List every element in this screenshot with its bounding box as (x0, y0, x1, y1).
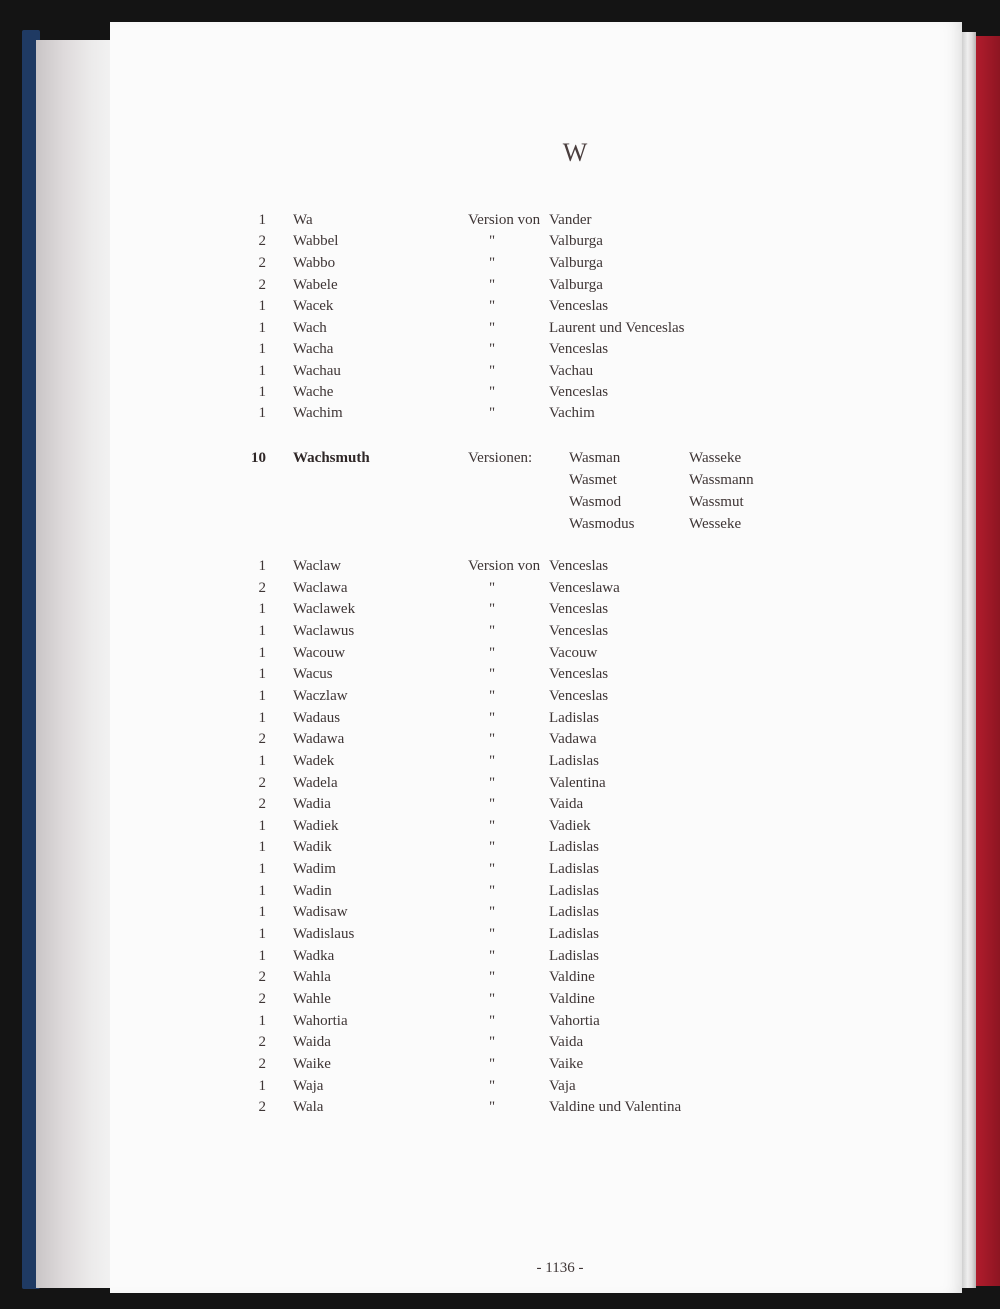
entry-count: 2 (258, 255, 266, 271)
entry-version-label: Version von (468, 558, 541, 574)
entry-name: Waclawa (293, 580, 348, 596)
ditto-mark: " (489, 298, 496, 314)
entry-name: Wache (293, 384, 334, 400)
entry-name: Waclaw (293, 558, 341, 574)
entry-target: Ladislas (549, 710, 599, 726)
page-title: W (562, 138, 588, 167)
entry-name: Wachau (293, 363, 341, 379)
entry-target: Valentina (549, 775, 606, 791)
ditto-mark: " (489, 818, 496, 834)
entry-target: Vachim (549, 405, 595, 421)
entry-count: 2 (258, 796, 266, 812)
entry-name: Wacouw (293, 645, 346, 661)
ditto-mark: " (489, 666, 496, 682)
ditto-mark: " (489, 341, 496, 357)
entry-target: Valdine (549, 969, 595, 985)
entry-count: 2 (258, 991, 266, 1007)
entry-name: Wadisaw (293, 904, 348, 920)
ditto-mark: " (489, 775, 496, 791)
entry-name: Wacus (293, 666, 333, 682)
ditto-mark: " (489, 883, 496, 899)
entry-target: Ladislas (549, 861, 599, 877)
entry-target: Venceslas (549, 384, 609, 400)
version-variant: Wesseke (689, 516, 742, 532)
ditto-mark: " (489, 969, 496, 985)
entry-target: Venceslas (549, 558, 609, 574)
version-variant: Wasmet (569, 472, 617, 488)
entry-count: 1 (258, 363, 266, 379)
ditto-mark: " (489, 384, 496, 400)
entry-count: 1 (258, 839, 266, 855)
entry-count: 2 (258, 969, 266, 985)
entry-name: Wabbo (293, 255, 336, 271)
entry-count: 2 (258, 580, 266, 596)
version-variant: Wassmut (689, 494, 744, 510)
entry-target: Venceslas (549, 341, 609, 357)
entry-count: 1 (258, 818, 266, 834)
page-stack-edge (36, 40, 116, 1288)
entry-target: Laurent und Venceslas (549, 320, 685, 336)
entry-target: Valburga (549, 277, 603, 293)
entry-name: Wadim (293, 861, 336, 877)
ditto-mark: " (489, 1078, 496, 1094)
entry-count: 1 (258, 645, 266, 661)
entry-target: Vachau (549, 363, 594, 379)
entry-name: Waja (293, 1078, 324, 1094)
entry-count: 2 (258, 731, 266, 747)
ditto-mark: " (489, 839, 496, 855)
entry-name: Wahortia (293, 1013, 348, 1029)
entry-count: 1 (258, 861, 266, 877)
entry-target: Ladislas (549, 948, 599, 964)
version-variant: Wasmod (569, 494, 622, 510)
entry-name: Wa (293, 212, 313, 228)
entry-target: Valdine und Valentina (549, 1099, 682, 1115)
entry-count: 2 (258, 233, 266, 249)
ditto-mark: " (489, 731, 496, 747)
entry-name: Wadik (293, 839, 332, 855)
ditto-mark: " (489, 861, 496, 877)
ditto-mark: " (489, 1056, 496, 1072)
entry-target: Valburga (549, 255, 603, 271)
entry-name: Wach (293, 320, 327, 336)
entry-target: Venceslas (549, 666, 609, 682)
entry-name: Wacha (293, 341, 334, 357)
entry-target: Vaida (549, 1034, 584, 1050)
entry-target: Ladislas (549, 753, 599, 769)
entry-target: Ladislas (549, 839, 599, 855)
entry-count: 1 (258, 320, 266, 336)
entry-target: Venceslas (549, 623, 609, 639)
entry-count: 1 (258, 710, 266, 726)
entry-name: Wadka (293, 948, 335, 964)
entry-name: Waida (293, 1034, 331, 1050)
versions-label: Versionen: (468, 450, 533, 466)
entry-name: Wala (293, 1099, 324, 1115)
entry-count: 1 (258, 341, 266, 357)
entry-name: Wachsmuth (293, 450, 370, 466)
entry-count: 1 (258, 666, 266, 682)
entry-name: Wadia (293, 796, 331, 812)
ditto-mark: " (489, 277, 496, 293)
ditto-mark: " (489, 320, 496, 336)
entry-target: Venceslawa (549, 580, 620, 596)
ditto-mark: " (489, 926, 496, 942)
entry-name: Waike (293, 1056, 331, 1072)
entry-name: Wacek (293, 298, 334, 314)
ditto-mark: " (489, 991, 496, 1007)
entry-target: Vahortia (549, 1013, 600, 1029)
entry-target: Valburga (549, 233, 603, 249)
entry-count: 2 (258, 1056, 266, 1072)
ditto-mark: " (489, 688, 496, 704)
entry-count: 2 (258, 1099, 266, 1115)
entry-name: Waclawus (293, 623, 355, 639)
version-variant: Wasmodus (569, 516, 635, 532)
page-stack-edge-right (962, 32, 976, 1288)
entry-target: Vaike (549, 1056, 584, 1072)
ditto-mark: " (489, 623, 496, 639)
version-variant: Wassmann (689, 472, 754, 488)
entry-name: Wadawa (293, 731, 345, 747)
page-number: - 1136 - (536, 1260, 584, 1276)
version-variant: Wasseke (689, 450, 742, 466)
ditto-mark: " (489, 753, 496, 769)
entry-name: Waczlaw (293, 688, 348, 704)
ditto-mark: " (489, 405, 496, 421)
version-variant: Wasman (569, 450, 621, 466)
entry-name: Wadek (293, 753, 335, 769)
entry-count: 1 (258, 384, 266, 400)
entry-target: Vadawa (549, 731, 597, 747)
ditto-mark: " (489, 580, 496, 596)
entry-count: 1 (258, 948, 266, 964)
entry-count: 1 (258, 1013, 266, 1029)
ditto-mark: " (489, 363, 496, 379)
entry-count: 1 (258, 623, 266, 639)
entry-count: 1 (258, 298, 266, 314)
entry-count: 2 (258, 277, 266, 293)
entry-count: 2 (258, 775, 266, 791)
entry-count: 1 (258, 1078, 266, 1094)
entry-count: 1 (258, 405, 266, 421)
entry-name: Wadela (293, 775, 338, 791)
entry-target: Ladislas (549, 904, 599, 920)
entry-name: Wahla (293, 969, 331, 985)
ditto-mark: " (489, 904, 496, 920)
entry-count: 1 (258, 601, 266, 617)
ditto-mark: " (489, 233, 496, 249)
entry-name: Wabbel (293, 233, 339, 249)
ditto-mark: " (489, 645, 496, 661)
ditto-mark: " (489, 796, 496, 812)
entry-target: Vander (549, 212, 592, 228)
entry-count: 2 (258, 1034, 266, 1050)
entry-name: Wachim (293, 405, 343, 421)
entry-count: 10 (251, 450, 266, 466)
entry-target: Vaida (549, 796, 584, 812)
entry-count: 1 (258, 753, 266, 769)
ditto-mark: " (489, 948, 496, 964)
entry-name: Waclawek (293, 601, 356, 617)
ditto-mark: " (489, 601, 496, 617)
entry-target: Vacouw (549, 645, 598, 661)
entry-name: Wabele (293, 277, 338, 293)
entry-name: Wadislaus (293, 926, 355, 942)
entry-count: 1 (258, 904, 266, 920)
entry-count: 1 (258, 883, 266, 899)
entry-name: Wadaus (293, 710, 341, 726)
entry-name: Wadin (293, 883, 332, 899)
entry-count: 1 (258, 558, 266, 574)
entry-target: Ladislas (549, 926, 599, 942)
entry-version-label: Version von (468, 212, 541, 228)
entry-name: Wadiek (293, 818, 339, 834)
ditto-mark: " (489, 1099, 496, 1115)
entry-target: Ladislas (549, 883, 599, 899)
ditto-mark: " (489, 710, 496, 726)
book-cover-right (976, 36, 1000, 1286)
entry-target: Venceslas (549, 298, 609, 314)
entry-count: 1 (258, 212, 266, 228)
ditto-mark: " (489, 1013, 496, 1029)
entry-count: 1 (258, 926, 266, 942)
entry-target: Venceslas (549, 601, 609, 617)
entry-target: Vadiek (549, 818, 591, 834)
ditto-mark: " (489, 1034, 496, 1050)
entry-target: Valdine (549, 991, 595, 1007)
ditto-mark: " (489, 255, 496, 271)
entry-count: 1 (258, 688, 266, 704)
entry-name: Wahle (293, 991, 331, 1007)
entry-target: Vaja (549, 1078, 576, 1094)
entry-target: Venceslas (549, 688, 609, 704)
